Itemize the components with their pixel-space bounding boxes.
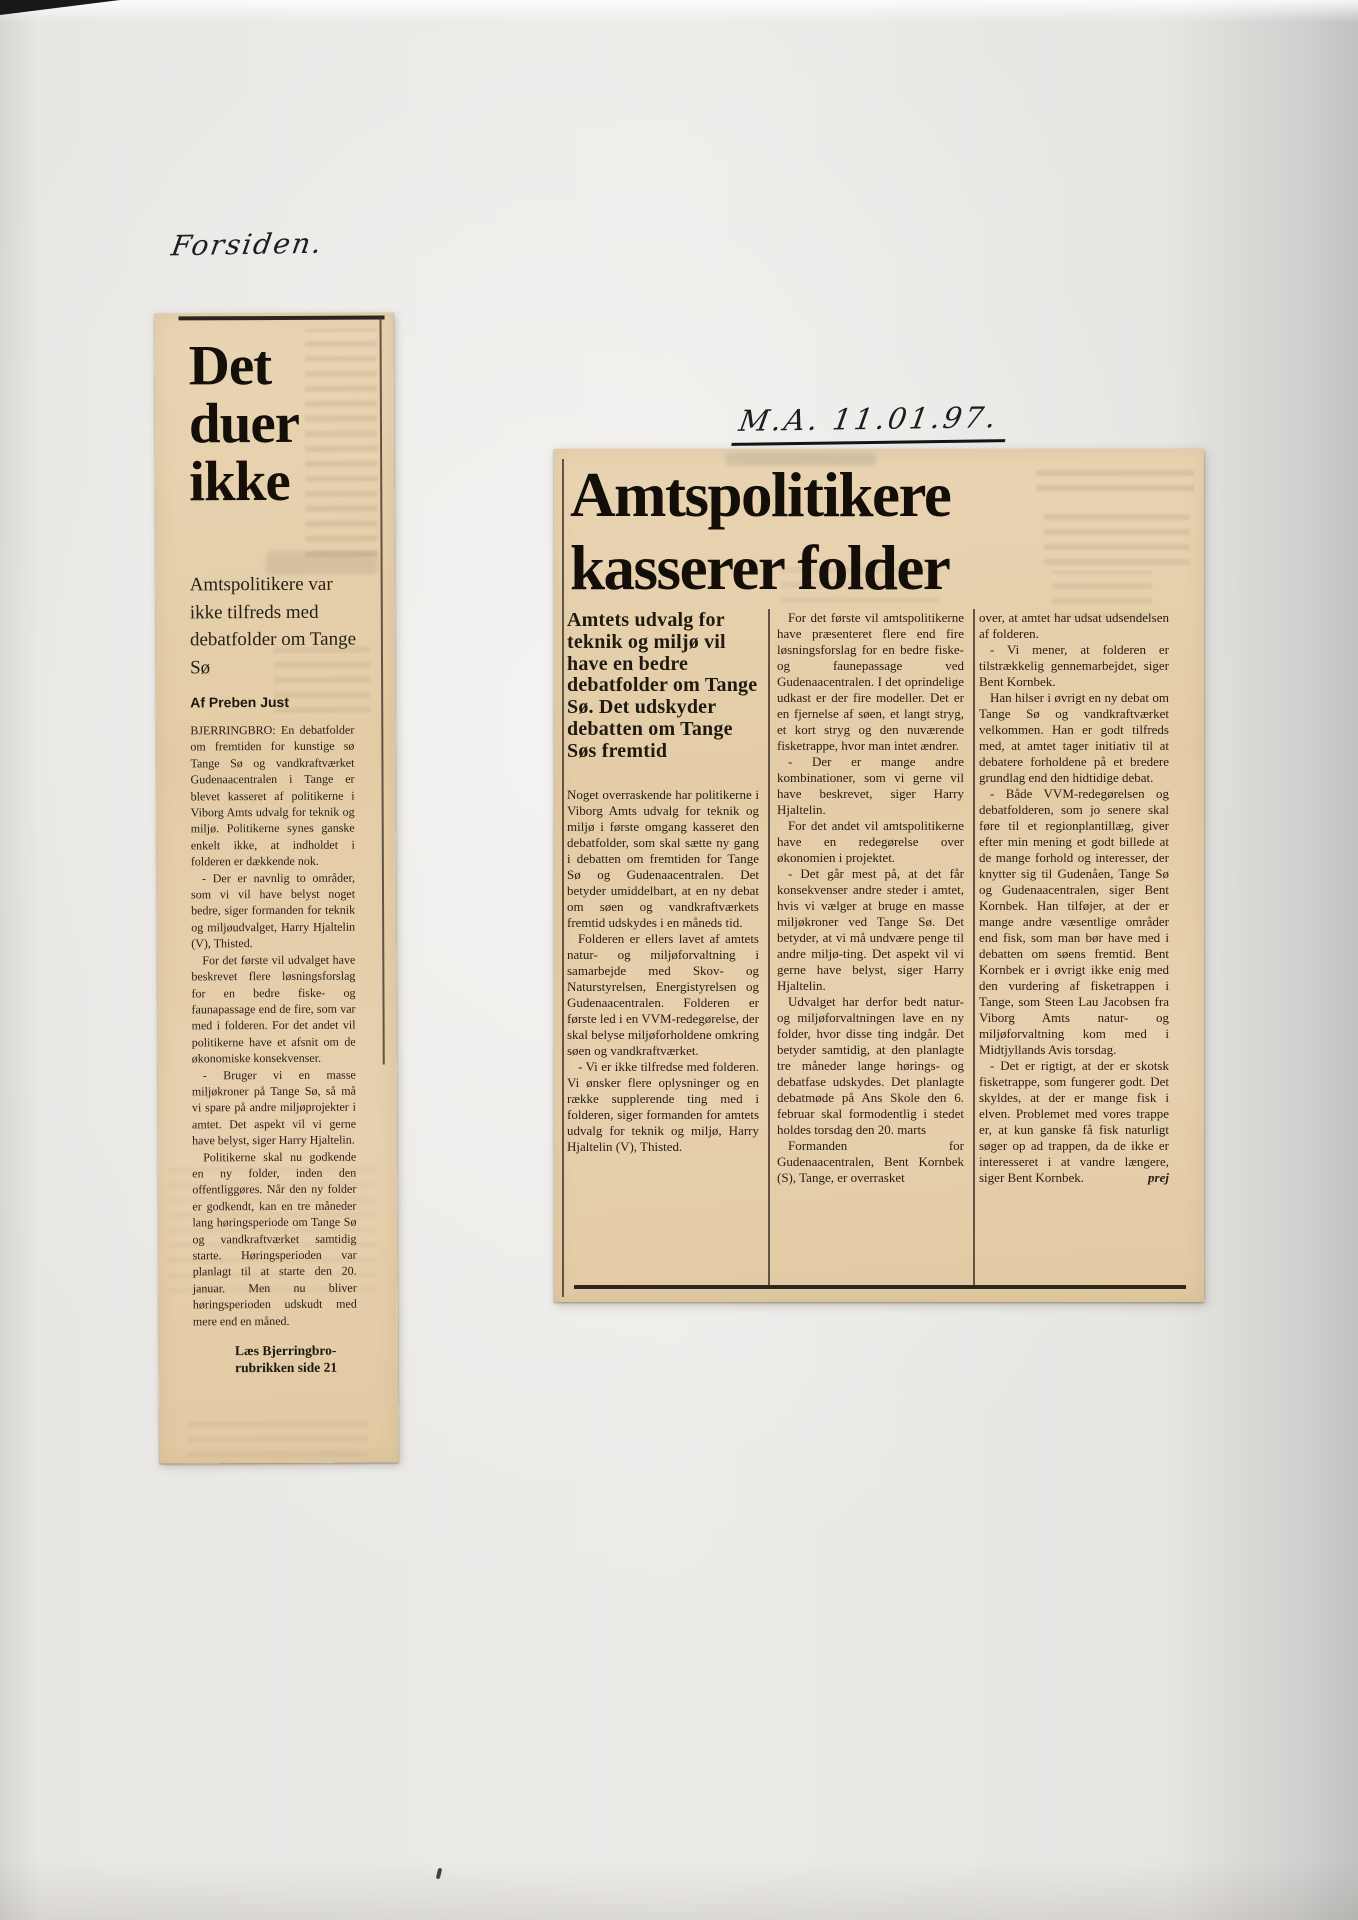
paragraph: - Både VVM-redegørelsen og debatfolderen, som jo senere skal føre til et regionplantillæg, giver efter min mening et godt billede at de mange forhold og interesser, der knytter sig til Gudenåen, Tange Sø og Gudenaacentralen, siger Bent Kornbek. Han tilføjer, at der er mange andre væsentlige områder end fisk, som man bør have med i debatten om søens fremtid. Bent Kornbek er i øvrigt ikke enig med den vurdering af fisketrappen i Tange, som Steen Lau Jacobsen fra Viborg Amts natur- og miljøforvaltning kom med i Midtjyllands Avis torsdag. <box>979 786 1169 1057</box>
main-article-column-3 <box>979 610 1169 1186</box>
column-1-body <box>567 787 759 1155</box>
left-newspaper-clipping <box>154 312 398 1463</box>
paragraph: - Det går mest på, at det får konsekvenser andre steder i amtet, hvis vi vælger at bruge en masse miljøkroner ved Tange Sø. Det betyder, at vi må undvære penge til andre miljø-ting. Det aspekt vil vi gerne have belyst, siger Harry Hjaltelin. <box>777 866 964 993</box>
bleed-through-text <box>1044 507 1190 565</box>
headline-line: kasserer folder <box>570 533 950 603</box>
paragraph: Udvalget har derfor bedt natur- og miljøforvaltningen lave en ny folder, hvor disse ting indgår. Det betyder samtidig, at den planlagte tre måneder lange hørings- og debatfase udskydes. Det planlagte debatmøde på Ans Skole den 6. februar skal formodentlig i stedet holdes torsdag den 20. marts <box>777 994 964 1137</box>
article-bottom-rule <box>574 1285 1186 1289</box>
paragraph: Politikerne skal nu godkende en ny folder, inden den offentliggøres. Når den ny folder er godkendt, kan en tre måneder lang høringsperiode om Tange Sø og vandkraftværket samtidig starte. Høringsperioden var planlagt til at starte den 20. januar. Men nu bliver høringsperioden udskudt med mere end en måned. <box>192 1149 357 1328</box>
bleed-through-text <box>1036 461 1194 491</box>
footer-line: Læs Bjerringbro- <box>234 1342 337 1359</box>
main-article-column-1 <box>567 610 759 1155</box>
main-newspaper-clipping <box>554 449 1204 1302</box>
paragraph: over, at amtet har udsat udsendelsen af folderen. <box>979 610 1169 641</box>
scan-top-sheen <box>0 0 1358 22</box>
paragraph: Han hilser i øvrigt en ny debat om Tange Sø og vandkraftværket velkommen. Han er godt tilfreds med, at amtet tager initiativ til at debatere forholdene på et bredere grundlag end den hidtidige debat. <box>979 690 1169 785</box>
paragraph: - Der er mange andre kombinationer, som vi gerne vil have beskrevet, siger Harry Hjaltelin. <box>777 754 964 817</box>
headline-line: duer <box>188 391 300 456</box>
paragraph: BJERRINGBRO: En debatfolder om fremtiden for kunstige sø Tange Sø og vandkraftværket Gudenaacentralen i Tange er blevet kasseret af politikerne i Viborg Amts udvalg for teknik og miljø. Politikerne synes ganske enkelt ikke, at indholdet i folderen er dækkende nok. <box>190 722 355 869</box>
clipping-top-border <box>179 316 385 321</box>
column-rule <box>973 609 975 1287</box>
left-article-footer-ref <box>235 1343 359 1377</box>
paragraph: - Der er navnlig to områder, som vi vil have belyst noget bedre, siger formanden for teknik og miljøudvalget, Harry Hjaltelin (V), Thisted. <box>190 870 356 951</box>
paragraph: Noget overraskende har politikerne i Viborg Amts udvalg for teknik og miljø i første omgang kasseret den debatfolder, som skal sætte ny gang i debatten om fremtiden for Tange Sø og Gudenaacentralen. Det betyder umiddelbart, at en ny debat om søen og vandkraftværkets fremtid udskydes i en måneds tid. <box>567 786 759 930</box>
headline-line: ikke <box>189 449 290 514</box>
paragraph: - Det er rigtigt, at der er skotsk fisketrappe, som fungerer godt. Det skyldes, at der er mange fisk i elven. Problemet med vores trappe er, at kun ganske få fisk naturligt søger op ad trappen, da de ikke er interesseret i at vandre længere, siger Bent Kornbek. <box>979 1058 1169 1185</box>
paragraph: For det første vil udvalget have beskrevet flere løsningsforslag for en bedre fiske- og faunapassage end de fire, som var med i folderen. For det andet vil politikerne have et afsnit om de økonomiske konsekvenser. <box>191 952 356 1066</box>
column-rule <box>562 459 564 1297</box>
left-article-headline <box>188 334 356 514</box>
footer-line: rubrikken side 21 <box>235 1359 338 1375</box>
handwritten-date-note: M.A. 11.01.97. <box>731 400 1011 446</box>
scan-bottom-shade <box>0 1860 1358 1920</box>
paragraph: Formanden for Gudenaacentralen, Bent Kornbek (S), Tange, er overrasket <box>777 1138 964 1185</box>
column-rule <box>768 609 770 1287</box>
main-article-standfirst: Amtets udvalg for teknik og miljø vil have en bedre debatfolder om Tange Sø. Det udskyder debatten om Tange Søs fremtid <box>567 609 758 762</box>
left-article-body <box>190 722 357 1330</box>
paragraph: - Vi mener, at folderen er tilstrækkelig gennemarbejdet, siger Bent Kornbek. <box>979 642 1169 689</box>
main-article-headline <box>570 459 950 605</box>
paragraph: - Vi er ikke tilfredse med folderen. Vi ønsker flere oplysninger og en række supplerende ting med i folderen, siger formanden for amtets udvalg for teknik og miljø, Harry Hjaltelin (V), Thisted. <box>567 1058 759 1154</box>
handwritten-page-label: Forsiden. <box>169 226 326 263</box>
paragraph: For det første vil amtspolitikerne have præsenteret flere end fire løsningsforslag for en bedre fiske- og faunepassage ved Gudenaacentralen. I det oprindelige udkast er der fire modeller. Det er en fjernelse af søen, et langt stryg, et kort stryg og den nuværende fisketrappe, hvor man intet ændrer. <box>777 610 964 753</box>
paragraph: Folderen er ellers lavet af amtets natur- og miljøforvaltning i samarbejde med Skov- og Naturstyrelsen, Energistyrelsen og Gudenaacentralen. Folderen er første led i en VVM-redegørelse, der skal belyse miljøforholdene omkring søen og vandkraftværket. <box>567 930 759 1058</box>
paragraph: - Bruger vi en masse miljøkroner på Tange Sø, så må vi spare på andre miljøprojekter i amtet. Det aspekt vil vi gerne have belyst, siger Harry Hjaltelin. <box>191 1067 357 1148</box>
headline-line: Det <box>188 334 272 398</box>
headline-line: Amtspolitikere <box>570 460 951 530</box>
bleed-through-text <box>187 1421 367 1458</box>
column-rule <box>380 317 385 1065</box>
main-article-column-2 <box>777 610 964 1186</box>
left-article-byline: Af Preben Just <box>190 693 290 711</box>
journalist-initials: prej <box>1148 1170 1169 1185</box>
paragraph: For det andet vil amtspolitikerne have en redegørelse over økonomien i projektet. <box>777 818 964 865</box>
left-article-subhead: Amtspolitikere var ikke tilfreds med debatfolder om Tange Sø <box>189 573 357 678</box>
